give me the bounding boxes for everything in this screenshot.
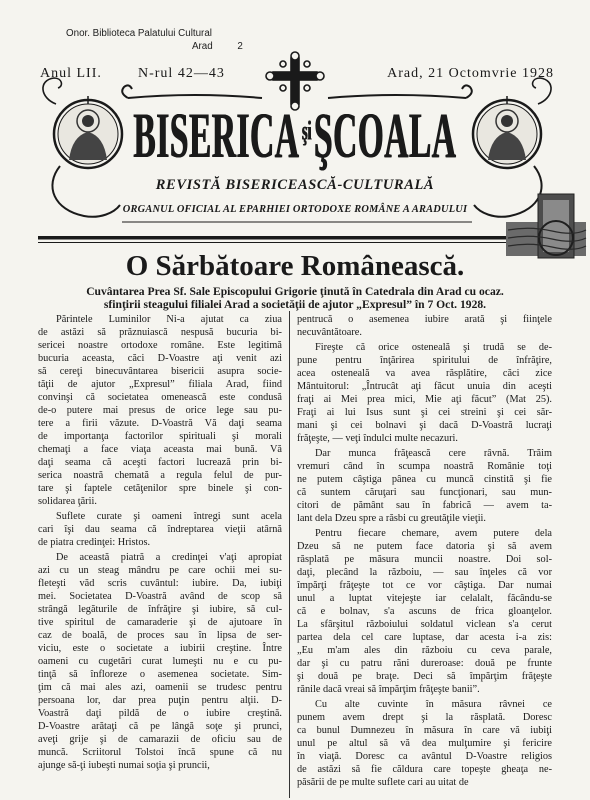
text-line-content: fleteşti văd scris cuvântul: iubire. Da, iubiţi bbox=[38, 578, 282, 589]
text-line-content: de piatra credinţei: Hristos. bbox=[38, 537, 151, 548]
text-line bbox=[38, 495, 282, 508]
text-line bbox=[38, 733, 282, 746]
text-line bbox=[297, 670, 552, 683]
text-line-content: pentrucă o asemenea iubire arată şi fiinţele bbox=[297, 314, 552, 325]
text-line-content: partea dela cel care luptase, dar acesta i-a zis: bbox=[297, 632, 552, 643]
text-line-content: necuvântătoare. bbox=[297, 327, 362, 338]
text-line bbox=[297, 592, 552, 605]
text-line bbox=[38, 523, 282, 536]
text-line-content: D-Voastre arătaţi că pe lângă soţe şi prunci, bbox=[38, 721, 282, 732]
text-line bbox=[38, 378, 282, 391]
text-line-content: punem avem drept şi la răsplată. Doresc bbox=[297, 712, 552, 723]
text-line-content: citori de pământ sau în fabrică — avem ta- bbox=[297, 500, 552, 511]
text-line-content: cari îşi dau seama că îndreptarea vieţii atârnă bbox=[38, 524, 282, 535]
text-line bbox=[297, 566, 552, 579]
issue-number: N-rul 42—43 bbox=[138, 66, 225, 81]
volume-label: Anul LII. bbox=[40, 66, 102, 81]
text-line-content: muncă. Scriitorul Tolstoi încă spune că nu bbox=[38, 747, 282, 758]
text-line bbox=[38, 655, 282, 668]
text-line-content: ajunge să-ţi iubeşti numai soţia şi pruncii, bbox=[38, 760, 210, 771]
text-line-content: tere a firii văzute. D-Voastră Vă daţi seama bbox=[38, 418, 282, 429]
text-line-content: aveţi grije şi de camarazii de oficiu sau de bbox=[38, 734, 282, 745]
text-line bbox=[38, 720, 282, 733]
text-line-content: pune pentru înţărirea spiritului de înfrăţire, bbox=[297, 355, 552, 366]
text-line bbox=[38, 430, 282, 443]
text-line-content: daţi seama că aceşti factori lucrează prin bi- bbox=[38, 457, 282, 468]
text-line-content: sericei noastre ortodoxe române. Este legitimă bbox=[38, 340, 282, 351]
text-line-content: de astăzi să prăznuiască nespusă bucuria bi- bbox=[38, 327, 282, 338]
text-line-content: că suntem căruţari sau funcţionari, sau mun- bbox=[297, 487, 552, 498]
text-line bbox=[38, 456, 282, 469]
paragraph bbox=[38, 551, 282, 772]
text-line bbox=[297, 313, 552, 326]
text-line bbox=[297, 380, 552, 393]
text-line-content: De această piatră a credinţei v'aţi apropiat bbox=[56, 552, 282, 563]
masthead-double-rule bbox=[38, 236, 555, 243]
text-line-content: păsării de pe multe suflete cari au uitat de bbox=[297, 777, 469, 788]
text-line bbox=[38, 313, 282, 326]
text-line-content: azi cu un steag mândru pe care ochii mei su- bbox=[38, 565, 282, 576]
text-line bbox=[38, 564, 282, 577]
text-line-content: Fraţi ai lui Isus sunt şi cei streini şi cei săr- bbox=[297, 407, 552, 418]
text-line-content: unul pe altul să vă dea mulţumire şi fericire bbox=[297, 738, 552, 749]
text-line bbox=[38, 536, 282, 549]
text-line bbox=[38, 551, 282, 564]
text-line-content: tăţii de ajutor „Expresul” filiala Arad, fiind bbox=[38, 379, 282, 390]
text-line-content: solidarea ţării. bbox=[38, 496, 97, 507]
text-line bbox=[297, 512, 552, 525]
text-line-content: mani şi cei bolnavi şi dacă D-Voastră lucraţi bbox=[297, 420, 552, 431]
text-line-content: ţim că mai ales azi, oamenii se trudesc pentru bbox=[38, 682, 282, 693]
text-line-content: rănile dacă vreai să împărţim frăţeşte banii”. bbox=[297, 684, 480, 695]
text-line bbox=[297, 553, 552, 566]
text-line bbox=[297, 698, 552, 711]
text-line bbox=[297, 644, 552, 657]
text-line bbox=[38, 469, 282, 482]
library-label-city: Arad 2 bbox=[192, 41, 243, 52]
text-line bbox=[297, 724, 552, 737]
text-line-content: împărţi frăţeşte tot ce vor câştiga. Dar numai bbox=[297, 580, 552, 591]
text-line bbox=[38, 443, 282, 456]
text-line-content: Voastră daţi pildă de o iubire creştină. bbox=[38, 708, 282, 719]
text-line bbox=[297, 367, 552, 380]
title-conjunction: şi bbox=[302, 114, 312, 146]
library-label-line: Onor. Biblioteca Palatului Cultural bbox=[66, 28, 212, 39]
text-line-content: să cereţi binecuvântarea bisericii asupra socie- bbox=[38, 366, 282, 377]
text-line-content: caz de boală, de proces sau în lipsa de ser- bbox=[38, 630, 282, 641]
text-line-content: convinşi că societatea omenească este condusă bbox=[38, 392, 282, 403]
text-line-content: serica noastră chemată a regula felul de pur- bbox=[38, 470, 282, 481]
text-line bbox=[38, 681, 282, 694]
text-line-content: La sfârşitul războiului soldatul viclean s'a cerut bbox=[297, 619, 552, 630]
text-line-content: răsplată pe măsura muncii noastre. Doi sol- bbox=[297, 554, 552, 565]
article-column-left bbox=[38, 313, 282, 774]
text-line bbox=[297, 737, 552, 750]
text-line bbox=[297, 486, 552, 499]
text-line bbox=[297, 419, 552, 432]
text-line bbox=[297, 499, 552, 512]
text-line bbox=[297, 540, 552, 553]
text-line bbox=[297, 393, 552, 406]
text-line-content: de importanţa factorilor spirituali şi morali bbox=[38, 431, 282, 442]
text-line bbox=[38, 404, 282, 417]
text-line bbox=[38, 510, 282, 523]
text-line bbox=[38, 707, 282, 720]
text-line bbox=[38, 642, 282, 655]
text-line-content: ca bunul Dumnezeu în măsura în care vă iubiţi bbox=[297, 725, 552, 736]
text-line-content: Mântuitorul: „Întrucât aţi făcut unuia din aceşti bbox=[297, 381, 552, 392]
text-line-content: Pentru fiecare chemare, avem putere dela bbox=[315, 528, 552, 539]
paragraph bbox=[297, 447, 552, 525]
text-line-content: unul a luptat vitejeşte iar celalalt, făcându-se bbox=[297, 593, 552, 604]
text-line bbox=[297, 683, 552, 696]
text-line-content: chemaţi a face viaţa aceasta mai bună. Vă bbox=[38, 444, 282, 455]
text-line bbox=[297, 447, 552, 460]
text-line bbox=[297, 618, 552, 631]
text-line bbox=[297, 631, 552, 644]
text-line bbox=[297, 527, 552, 540]
article-headline: O Sărbătoare Românească. bbox=[125, 250, 465, 282]
text-line-content: frăţeşte, — veţi îndulci multe necazuri. bbox=[297, 433, 458, 444]
text-line-content: de astăzi să fie căldura care topeşte gheaţa ne- bbox=[297, 764, 552, 775]
text-line-content: bucuria aceasta, căci D-Voastre aţi venit azi bbox=[38, 353, 282, 364]
text-line-content: de-o putere mai presus de orice lege sau pu- bbox=[38, 405, 282, 416]
paragraph bbox=[297, 527, 552, 696]
newspaper-subtitle: REVISTĂ BISERICEASCĂ-CULTURALĂ bbox=[155, 177, 435, 193]
text-line-content: fraţi ai Mei prea mici, Mie aţi făcut” (Mat 25). bbox=[297, 394, 552, 405]
newspaper-title bbox=[106, 102, 484, 183]
text-line-content: tinţă să înfloreze o asemenea societate. Sim- bbox=[38, 669, 282, 680]
text-line bbox=[297, 750, 552, 763]
text-line bbox=[297, 776, 552, 789]
text-line-content: daţi, plecând la războiu, — sau înţeles că vor bbox=[297, 567, 552, 578]
text-line bbox=[297, 657, 552, 670]
text-line bbox=[38, 365, 282, 378]
paragraph bbox=[38, 313, 282, 508]
text-line-content: oameni cu cugetări curat lumeşti nu e cu pu- bbox=[38, 656, 282, 667]
text-line bbox=[38, 326, 282, 339]
text-line bbox=[297, 763, 552, 776]
text-line-content: acea osteneală va avea răsplătire, căci zice bbox=[297, 368, 552, 379]
text-line-content: Suflete curate şi oameni întregi sunt acela bbox=[56, 511, 282, 522]
text-line-content: ne putem câştiga pânea cu muncă cinstită şi fie bbox=[297, 474, 552, 485]
text-line-content: Dzeu să ne putem face datoria şi să avem bbox=[297, 541, 552, 552]
text-line-content: lant dela Dzeu spre a răsbi cu greutăţile vieţii. bbox=[297, 513, 486, 524]
text-line bbox=[38, 616, 282, 629]
text-line bbox=[38, 746, 282, 759]
text-line bbox=[38, 482, 282, 495]
text-line bbox=[38, 352, 282, 365]
text-line bbox=[38, 417, 282, 430]
text-line-content: şi două pe braţe. Deci să împărţim frăţeşte bbox=[297, 671, 552, 682]
paragraph bbox=[297, 698, 552, 789]
paragraph bbox=[297, 341, 552, 445]
title-word-scoala: ŞCOALA bbox=[314, 100, 457, 172]
text-line bbox=[297, 326, 552, 339]
article-subheading-line: sfinţirii steagului filialei Arad a societăţii de ajutor „Expresul” în 7 Oct. 1928. bbox=[103, 298, 487, 311]
text-line bbox=[297, 711, 552, 724]
text-line bbox=[297, 579, 552, 592]
text-line bbox=[38, 339, 282, 352]
text-line-content: vremuri când în scumpa noastră Românie toţi bbox=[297, 461, 552, 472]
paragraph bbox=[38, 510, 282, 549]
title-word-biserica: BISERICA bbox=[133, 100, 300, 172]
text-line-content: strângă legăturile de înfrăţire şi iubire, să cul- bbox=[38, 604, 282, 615]
text-line-content: că e bolnav, s'a ascuns de frica gloanţelor. bbox=[297, 606, 552, 617]
text-line bbox=[297, 406, 552, 419]
text-line-content: dar şi cu patru răni dureroase: două pe frunte bbox=[297, 658, 552, 669]
text-line-content: tare şi faptele cetăţenilor spre binele şi con- bbox=[38, 483, 282, 494]
text-line-content: mei. Societatea D-Voastră având de scop să bbox=[38, 591, 282, 602]
text-line-content: „Eu m'am ales din războiu cu ceva parale, bbox=[297, 645, 552, 656]
text-line-content: în viaţă. Doresc ca avântul D-Voastre religios bbox=[297, 751, 552, 762]
text-line bbox=[38, 668, 282, 681]
article-subheading-line: Cuvântarea Prea Sf. Sale Episcopului Grigorie ţinută în Catedrala din Arad cu ocaz. bbox=[86, 285, 504, 298]
text-line-content: Dar munca frăţească cere râvnă. Trăim bbox=[315, 448, 552, 459]
text-line bbox=[297, 460, 552, 473]
paragraph bbox=[297, 313, 552, 339]
text-line bbox=[38, 694, 282, 707]
column-divider bbox=[289, 311, 290, 798]
text-line-content: tive spiritul de camaraderie şi de ajutoare în bbox=[38, 617, 282, 628]
text-line bbox=[38, 391, 282, 404]
text-line-content: viciu, este o societate a iubirii creştine. Între bbox=[38, 643, 282, 654]
text-line bbox=[38, 603, 282, 616]
text-line bbox=[297, 605, 552, 618]
text-line bbox=[297, 354, 552, 367]
text-line bbox=[297, 341, 552, 354]
text-line bbox=[38, 590, 282, 603]
text-line-content: Cu alte cuvinte în măsura râvnei ce bbox=[315, 699, 552, 710]
text-line-content: persoana lor, dar prea puţin pentru alţii. D- bbox=[38, 695, 282, 706]
text-line bbox=[38, 629, 282, 642]
text-line bbox=[38, 577, 282, 590]
text-line bbox=[38, 759, 282, 772]
issue-date: Arad, 21 Octomvrie 1928 bbox=[387, 66, 554, 81]
newspaper-organ-line: ORGANUL OFICIAL AL EPARHIEI ORTODOXE ROMÂNE A ARADULUI bbox=[122, 204, 468, 215]
text-line-content: Fireşte că orice osteneală şi trudă se de- bbox=[315, 342, 552, 353]
text-line bbox=[297, 473, 552, 486]
text-line bbox=[297, 432, 552, 445]
article-column-right bbox=[297, 313, 552, 791]
text-line-content: Părintele Luminilor Ni-a ajutat ca ziua bbox=[56, 314, 282, 325]
